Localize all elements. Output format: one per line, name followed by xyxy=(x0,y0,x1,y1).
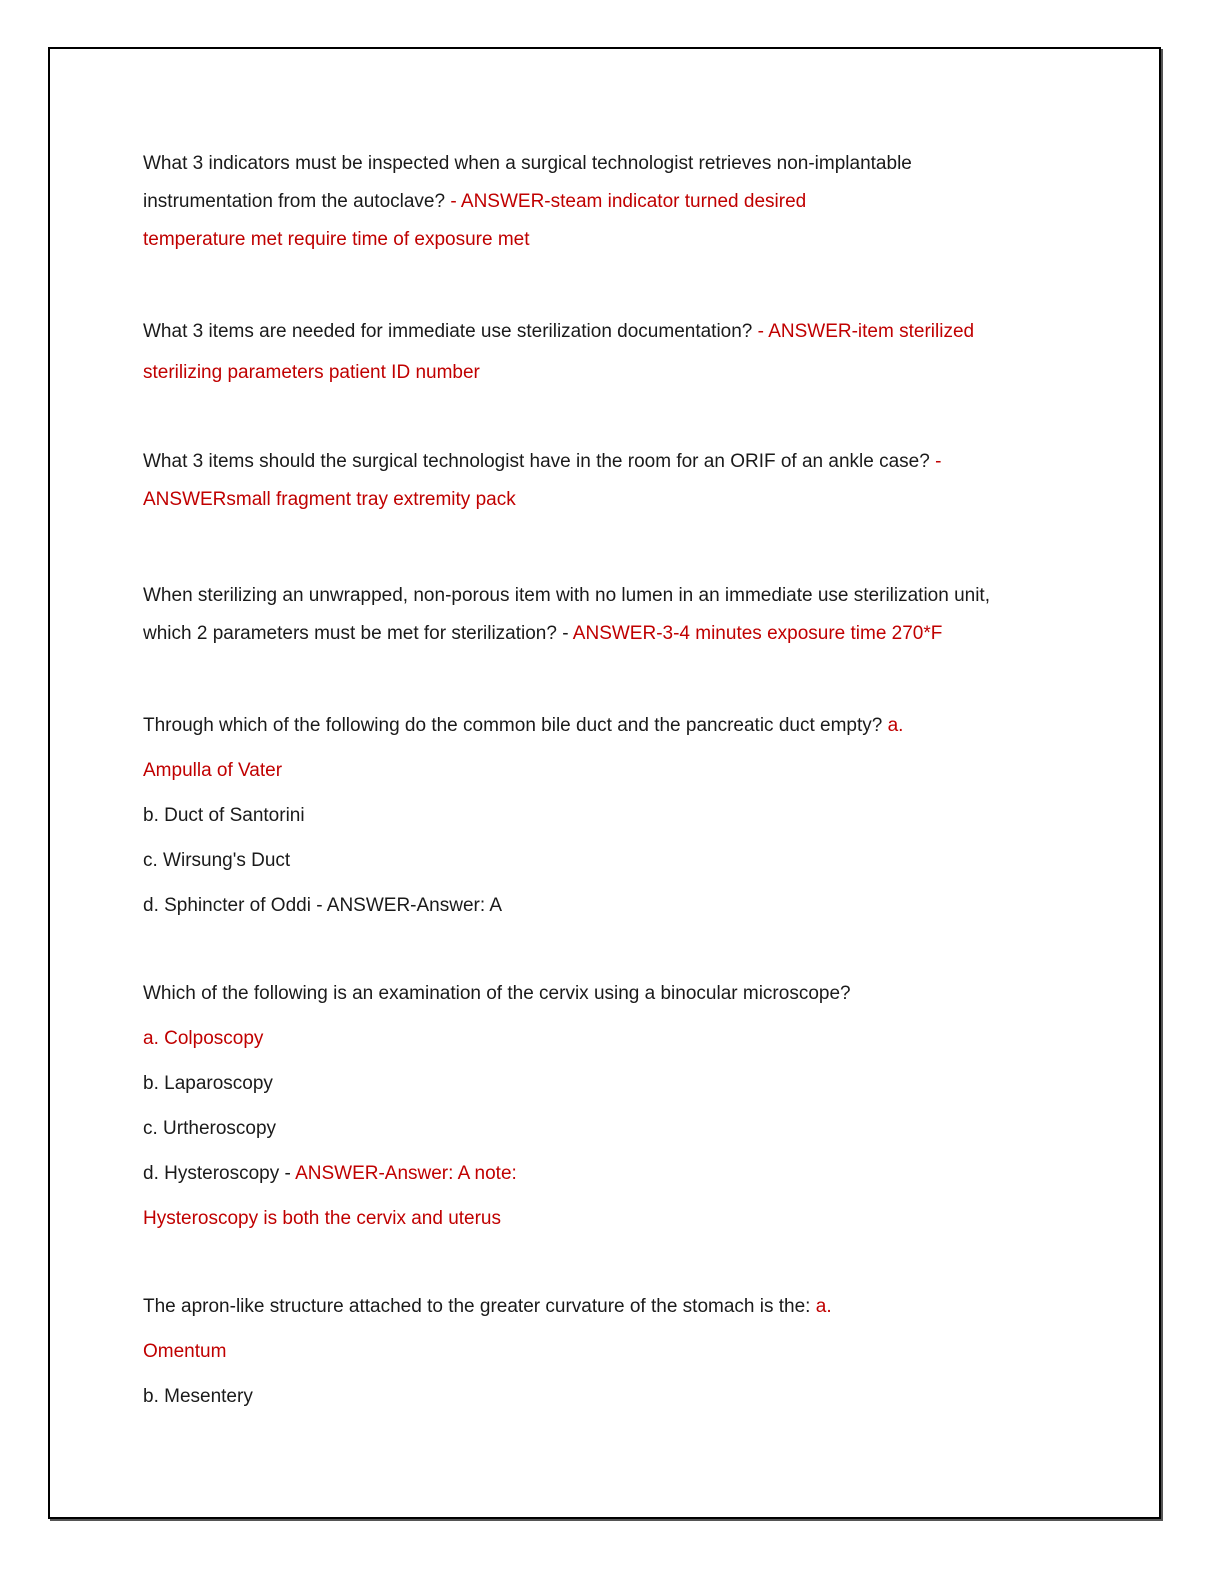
answer-note: Hysteroscopy is both the cervix and uterus xyxy=(143,1208,502,1229)
question-line: What 3 items are needed for immediate use sterilization documentation? xyxy=(143,321,753,342)
question-text xyxy=(143,183,1083,221)
answer-text: a. xyxy=(815,1296,832,1317)
document-body xyxy=(143,145,1083,1419)
answer-text: - xyxy=(935,451,942,472)
question-line: Through which of the following do the common bile duct and the pancreatic duct empty? xyxy=(143,715,883,736)
option-c: c. Urtheroscopy xyxy=(143,1118,277,1139)
question-line: instrumentation from the autoclave? xyxy=(143,191,446,212)
question-line: What 3 items should the surgical technologist have in the room for an ORIF of an ankle case? xyxy=(143,451,930,472)
question-block-5 xyxy=(143,703,1083,928)
question-block-3 xyxy=(143,443,1083,519)
answer-text: - ANSWER-item sterilized xyxy=(757,321,975,342)
answer-option-a: Omentum xyxy=(143,1341,227,1362)
option-b: b. Laparoscopy xyxy=(143,1073,273,1094)
question-line: which 2 parameters must be met for sterilization? - xyxy=(143,623,569,644)
question-block-7 xyxy=(143,1284,1083,1419)
question-line: When sterilizing an unwrapped, non-porous item with no lumen in an immediate use sterilization unit, xyxy=(143,585,990,606)
answer-option-a: Ampulla of Vater xyxy=(143,760,283,781)
question-text xyxy=(143,145,1083,183)
question-block-4 xyxy=(143,577,1083,653)
option-b: b. Duct of Santorini xyxy=(143,805,305,826)
answer-text: a. xyxy=(887,715,904,736)
option-b: b. Mesentery xyxy=(143,1386,253,1407)
question-line: Which of the following is an examination of the cervix using a binocular microscope? xyxy=(143,983,851,1004)
answer-option-a: a. Colposcopy xyxy=(143,1028,264,1049)
answer-text: ANSWER-Answer: A note: xyxy=(295,1163,517,1184)
answer-text: temperature met require time of exposure met xyxy=(143,229,530,250)
question-block-2 xyxy=(143,310,1083,392)
question-line: The apron-like structure attached to the greater curvature of the stomach is the: xyxy=(143,1296,811,1317)
option-d: d. Hysteroscopy - xyxy=(143,1163,291,1184)
question-block-6 xyxy=(143,971,1083,1241)
answer-text: - ANSWER-steam indicator turned desired xyxy=(450,191,807,212)
answer-text: ANSWER-3-4 minutes exposure time 270*F xyxy=(572,623,943,644)
question-block-1 xyxy=(143,145,1083,259)
answer-text: sterilizing parameters patient ID number xyxy=(143,362,480,383)
answer-text: ANSWERsmall fragment tray extremity pack xyxy=(143,489,516,510)
question-line: What 3 indicators must be inspected when a surgical technologist retrieves non-implantable xyxy=(143,153,912,174)
option-c: c. Wirsung's Duct xyxy=(143,850,291,871)
option-d: d. Sphincter of Oddi - ANSWER-Answer: A xyxy=(143,895,503,916)
